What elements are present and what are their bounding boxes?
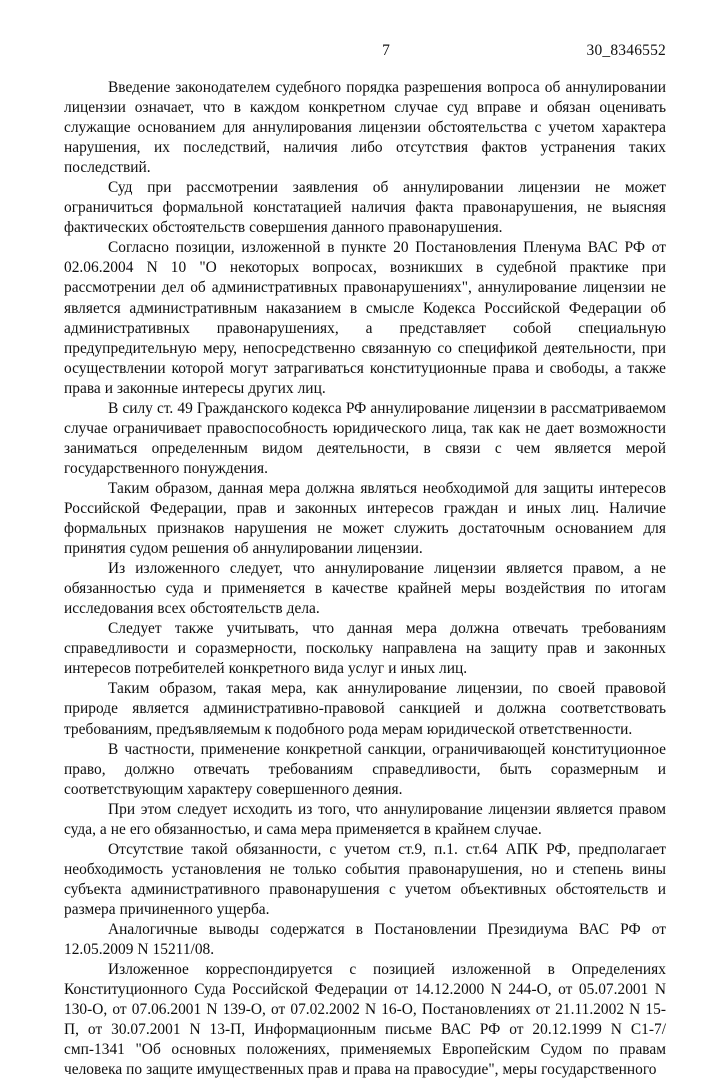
paragraph: При этом следует исходить из того, что аннулирование лицензии является правом суда, а не его обязанностью, и сама мера применяется в крайнем случае. (64, 800, 666, 838)
paragraph: Аналогичные выводы содержатся в Постановлении Президиума ВАС РФ от 12.05.2009 N 15211/08. (64, 920, 666, 959)
paragraph: В частности, применение конкретной санкции, ограничивающей конституционное право, должно отвечать требованиям справедливости, быть соразмерным и соответствующим характеру совершенного деяния. (64, 740, 666, 798)
page-header (64, 40, 666, 62)
paragraph: Таким образом, данная мера должна являться необходимой для защиты интересов Российской Федерации, прав и законных интересов граждан и иных лиц. Наличие формальных признаков нарушения не может служить достаточным основанием для принятия судом решения об аннулировании лицензии. (64, 479, 666, 558)
paragraph: Таким образом, такая мера, как аннулирование лицензии, по своей правовой природе является административно-правовой санкцией и должна соответствовать требованиям, предъявляемым к подобного рода мерам юридической ответственности. (64, 680, 666, 738)
paragraph: Из изложенного следует, что аннулирование лицензии является правом, а не обязанностью суда и применяется в качестве крайней меры воздействия по итогам исследования всех обстоятельств дела. (64, 560, 666, 618)
paragraph: Отсутствие такой обязанности, с учетом ст.9, п.1. ст.64 АПК РФ, предполагает необходимость установления не только события правонарушения, но и степень вины субъекта административного правонарушения с учетом объективных обстоятельств и размера причиненного ущерба. (64, 840, 666, 918)
paragraph: Введение законодателем судебного порядка разрешения вопроса об аннулировании лицензии означает, что в каждом конкретном случае суд вправе и обязан оценивать служащие основанием для аннулирования лицензии обстоятельства с учетом характера нарушения, их последствий, наличия либо отсутствия фактов устранения таких последствий. (64, 79, 666, 177)
document-code: 30_8346552 (586, 42, 666, 59)
paragraph: Согласно позиции, изложенной в пункте 20 Постановления Пленума ВАС РФ от 02.06.2004 N 10 "О некоторых вопросах, возникших в судебной практике при рассмотрении дел об административных правонарушениях", аннулирование лицензии не является административным наказанием в смысле Кодекса Российской Федерации об административных правонарушениях, а представляет собой специальную предупредительную меру, непосредственно связанную со спецификой деятельности, при осуществлении которой могут затрагиваться конституционные права и свободы, а также права и законные интересы других лиц. (64, 239, 666, 397)
paragraph: Суд при рассмотрении заявления об аннулировании лицензии не может ограничиться формальной констатацией наличия факта правонарушения, не выясняя фактических обстоятельств совершения данного правонарушения. (64, 179, 666, 237)
paragraph: Изложенное корреспондируется с позицией изложенной в Определениях Конституционного Суда Российской Федерации от 14.12.2000 N 244-О, от 05.07.2001 N 130-О, от 07.06.2001 N 139-О, от 07.02.2002 N 16-О, Постановлениях от 21.11.2002 N 15-П, от 30.07.2001 N 13-П, Информационным письме ВАС РФ от 20.12.1999 N С1-7/смп-1341 "Об основных положениях, применяемых Европейским Судом по правам человека по защите имущественных прав и права на правосудие", меры государственного (64, 961, 666, 1079)
document-body (64, 78, 666, 1080)
paragraph: В силу ст. 49 Гражданского кодекса РФ аннулирование лицензии в рассматриваемом случае ограничивает правоспособность юридического лица, так как не дает возможности заниматься определенным видом деятельности, в связи с чем является мерой государственного понуждения. (64, 399, 666, 477)
paragraph: Следует также учитывать, что данная мера должна отвечать требованиям справедливости и соразмерности, поскольку направлена на защиту прав и законных интересов потребителей конкретного вида услуг и иных лиц. (64, 620, 666, 678)
page-number: 7 (382, 42, 390, 59)
